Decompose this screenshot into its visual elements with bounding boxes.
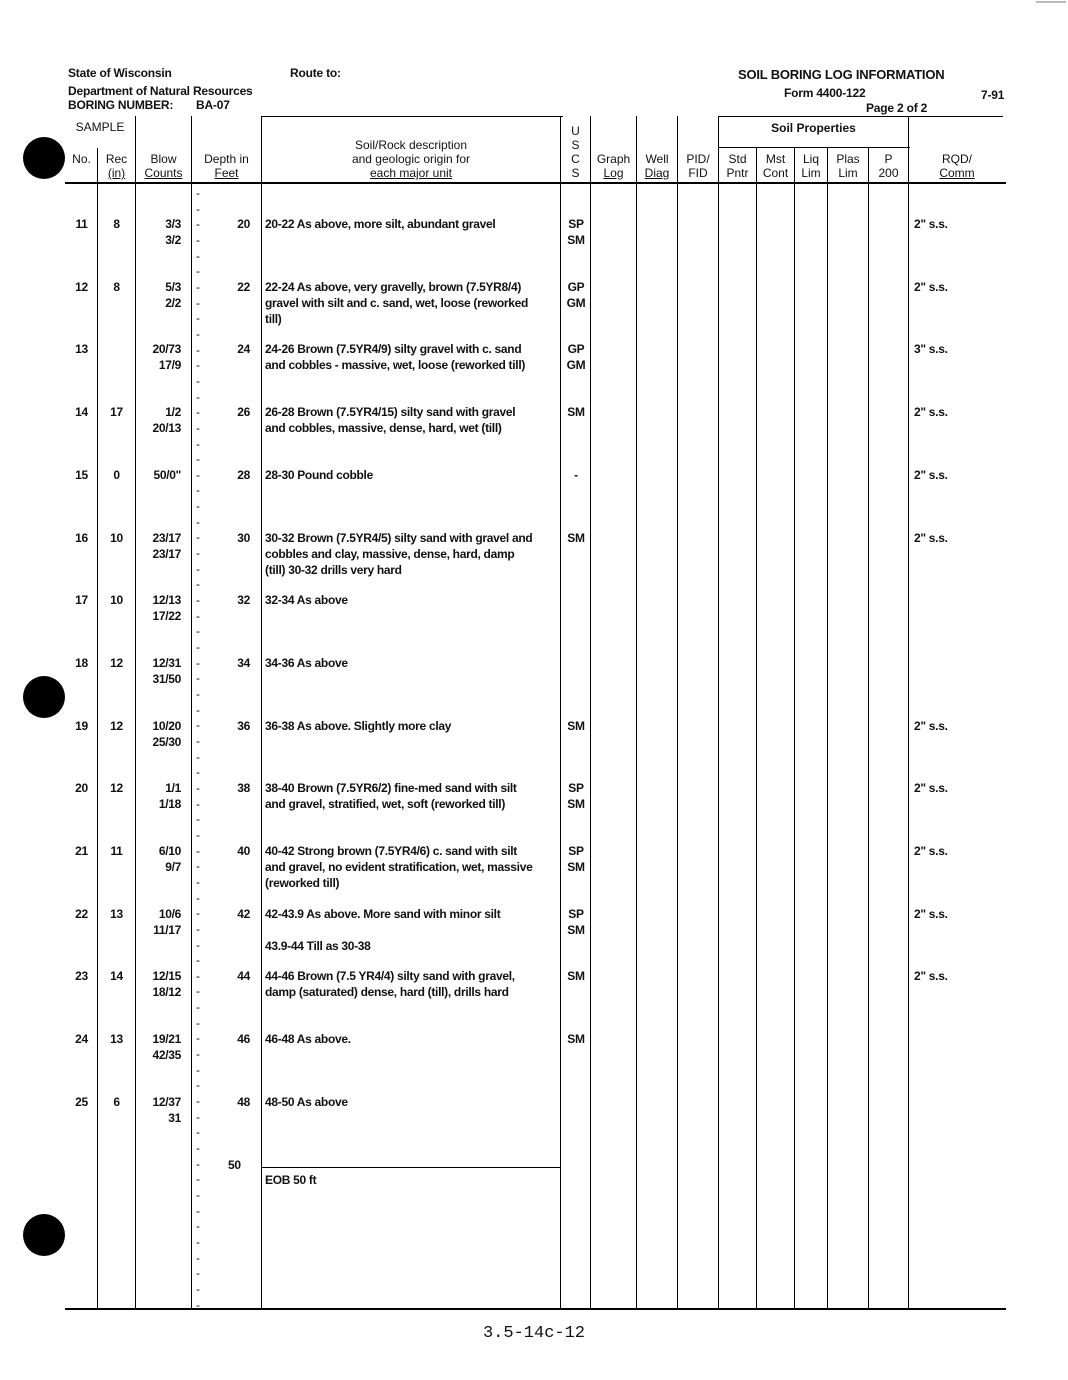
eob-rule: [262, 1167, 561, 1168]
table-row: [0, 1032, 1068, 1092]
col-pid-fid-header: PID/ FID: [686, 152, 710, 180]
depth-feet: 22: [237, 280, 250, 294]
boring-number-label: BORING NUMBER:: [68, 98, 174, 112]
depth-tick: -: [196, 248, 200, 263]
blow-counts-1: 19/21: [152, 1032, 181, 1046]
rqd-comment: 2" s.s.: [914, 781, 948, 795]
uscs-code-2: GM: [566, 295, 586, 310]
col-depth-header: Depth in Feet: [204, 152, 249, 180]
depth-tick: -: [196, 1078, 200, 1093]
blow-counts-1: 3/3: [165, 217, 181, 231]
sample-number: 18: [75, 656, 88, 670]
blow-counts-2: 9/7: [165, 859, 181, 874]
blow-counts-1: 12/15: [152, 969, 181, 983]
recovery-inches: 12: [110, 719, 123, 733]
depth-tick: -: [196, 1015, 200, 1030]
rqd-comment: 2" s.s.: [914, 405, 948, 419]
sample-number: 20: [75, 781, 88, 795]
depth-tick: -: [196, 1000, 200, 1015]
depth-tick: -: [196, 467, 200, 482]
depth-tick: -: [196, 906, 200, 921]
soil-properties-header: Soil Properties: [771, 121, 856, 135]
description-line: 20-22 As above, more silt, abundant gravel: [265, 217, 496, 231]
description-line: 43.9-44 Till as 30-38: [265, 938, 371, 953]
agency-line-1: State of Wisconsin: [68, 66, 172, 80]
form-title: SOIL BORING LOG INFORMATION: [738, 67, 945, 82]
depth-tick: -: [196, 937, 200, 952]
description-line: 40-42 Strong brown (7.5YR4/6) c. sand with silt: [265, 844, 517, 858]
table-row: [0, 907, 1068, 967]
depth-tick: -: [196, 812, 200, 827]
depth-tick: -: [196, 1094, 200, 1109]
depth-tick: -: [196, 1297, 200, 1312]
uscs-code-1: SP: [568, 781, 584, 795]
description-line: till): [265, 311, 282, 326]
depth-tick: -: [196, 687, 200, 701]
rqd-comment: 2" s.s.: [914, 907, 948, 921]
description-line: and cobbles, massive, dense, hard, wet (till): [265, 420, 502, 435]
sample-number: 13: [75, 342, 88, 356]
sample-number: 15: [75, 468, 88, 482]
table-row: [0, 969, 1068, 1029]
col-plas-lim-header: Plas Lim: [836, 152, 860, 180]
description-line: damp (saturated) dense, hard (till), drills hard: [265, 984, 509, 999]
header-bottom-rule: [65, 182, 1006, 184]
depth-tick: -: [196, 1156, 200, 1171]
col-description-header: Soil/Rock description and geologic origin for each major unit: [351, 138, 471, 180]
description-line: 32-34 As above: [265, 593, 348, 607]
description-line: 48-50 As above: [265, 1095, 348, 1109]
blow-counts-2: 18/12: [152, 984, 181, 999]
depth-tick: -: [196, 890, 200, 905]
rqd-comment: 2" s.s.: [914, 969, 948, 983]
depth-tick: -: [196, 1266, 200, 1281]
table-row: [0, 656, 1068, 716]
depth-tick: -: [196, 373, 200, 388]
depth-tick: -: [196, 561, 200, 576]
blow-counts-1: 23/17: [152, 531, 181, 545]
depth-tick: -: [196, 217, 200, 232]
header-top-rule: [262, 116, 563, 117]
depth-feet: 38: [237, 781, 250, 795]
depth-feet: 24: [237, 342, 250, 356]
table-row: [0, 719, 1068, 779]
depth-tick: -: [196, 577, 200, 592]
form-revision: 7-91: [981, 88, 1005, 102]
uscs-code-1: SM: [567, 969, 585, 983]
page-footer-code: 3.5-14c-12: [482, 1324, 586, 1343]
depth-tick: -: [196, 436, 200, 451]
blow-counts-1: 12/31: [152, 656, 181, 670]
page-number: Page 2 of 2: [866, 101, 928, 115]
depth-tick: -: [196, 593, 200, 608]
recovery-inches: 10: [110, 593, 123, 607]
rqd-comment: 2" s.s.: [914, 719, 948, 733]
depth-tick: -: [196, 827, 200, 842]
uscs-code-1: SP: [568, 217, 584, 231]
col-graph-log-header: Graph Log: [596, 152, 631, 180]
description-line: 26-28 Brown (7.5YR4/15) silty sand with gravel: [265, 405, 516, 419]
depth-tick: -: [196, 859, 200, 874]
uscs-code-2: GM: [566, 357, 586, 372]
description-line: 24-26 Brown (7.5YR4/9) silty gravel with c. sand: [265, 342, 522, 356]
blow-counts-2: 11/17: [153, 922, 181, 937]
blow-counts-2: 31: [168, 1110, 181, 1125]
uscs-code-1: SM: [567, 531, 585, 545]
sample-number: 23: [75, 969, 88, 983]
uscs-code-1: -: [574, 468, 578, 482]
depth-tick: -: [196, 1062, 200, 1077]
recovery-inches: 17: [110, 405, 123, 419]
col-rec-header: Rec (in): [105, 152, 128, 180]
depth-tick: -: [196, 420, 200, 435]
depth-tick: -: [196, 1172, 200, 1187]
depth-tick: -: [196, 405, 200, 420]
recovery-inches: 12: [110, 781, 123, 795]
depth-feet: 32: [237, 593, 250, 607]
depth-tick: -: [196, 671, 200, 686]
depth-tick: -: [196, 483, 200, 498]
recovery-inches: 6: [113, 1095, 120, 1109]
blow-counts-2: 23/17: [152, 546, 181, 561]
table-row: [0, 593, 1068, 653]
scan-artifact: [1036, 1, 1066, 3]
uscs-code-1: SM: [567, 405, 585, 419]
table-row: [0, 280, 1068, 340]
sample-number: 24: [75, 1032, 88, 1046]
sample-number: 11: [75, 217, 88, 231]
description-line: and cobbles - massive, wet, loose (reworked till): [265, 357, 526, 372]
depth-tick: -: [196, 953, 200, 968]
blow-counts-2: 20/13: [152, 420, 181, 435]
depth-feet: 48: [237, 1095, 250, 1109]
blow-counts-1: 12/13: [152, 593, 181, 607]
depth-tick: -: [196, 968, 200, 983]
table-row: [0, 217, 1068, 277]
depth-tick: -: [196, 1203, 200, 1218]
blow-counts-2: 3/2: [165, 232, 181, 247]
recovery-inches: 12: [110, 656, 123, 670]
uscs-code-1: SP: [568, 844, 584, 858]
route-to: Route to:: [290, 66, 341, 80]
description-line: (reworked till): [265, 875, 340, 890]
table-row: [0, 781, 1068, 841]
boring-number: BA-07: [196, 98, 230, 112]
recovery-inches: 10: [110, 531, 123, 545]
depth-tick: -: [196, 1031, 200, 1046]
depth-tick: -: [196, 1250, 200, 1265]
depth-tick: -: [196, 389, 200, 404]
description-line: 36-38 As above. Slightly more clay: [265, 719, 452, 733]
uscs-code-1: SP: [568, 907, 584, 921]
recovery-inches: 8: [113, 280, 120, 294]
blow-counts-1: 20/73: [152, 342, 181, 356]
col-liq-lim-header: Liq Lim: [801, 152, 821, 180]
blow-counts-1: 10/6: [158, 907, 181, 921]
depth-tick: -: [196, 733, 200, 748]
depth-tick: -: [196, 514, 200, 529]
col-blow-header: Blow Counts: [144, 152, 183, 180]
depth-tick: -: [196, 984, 200, 999]
blow-counts-2: 31/50: [152, 671, 181, 686]
col-p200-header: P 200: [878, 152, 899, 180]
table-row: [0, 844, 1068, 904]
depth-tick: -: [196, 718, 200, 733]
depth-feet: 40: [237, 844, 250, 858]
col-mst-cont-header: Mst Cont: [762, 152, 789, 180]
blow-counts-1: 1/1: [165, 781, 181, 795]
depth-tick: -: [196, 624, 200, 639]
depth-tick: -: [196, 1125, 200, 1140]
depth-tick: -: [196, 546, 200, 561]
depth-tick: -: [196, 608, 200, 623]
description-line: 44-46 Brown (7.5 YR4/4) silty sand with gravel,: [265, 969, 515, 983]
depth-feet: 34: [237, 656, 250, 670]
blow-counts-2: 42/35: [152, 1047, 181, 1062]
depth-tick: -: [196, 311, 200, 326]
description-line: 42-43.9 As above. More sand with minor silt: [265, 907, 501, 921]
sample-number: 22: [75, 907, 88, 921]
depth-tick: -: [196, 358, 200, 373]
col-no-header: No.: [72, 152, 91, 166]
table-row: [0, 405, 1068, 465]
uscs-code-1: GP: [567, 342, 585, 356]
blow-counts-2: 2/2: [165, 295, 181, 310]
depth-tick: -: [196, 279, 200, 294]
table-bottom-rule: [65, 1308, 1006, 1310]
rqd-comment: 3" s.s.: [914, 342, 948, 356]
recovery-inches: 14: [110, 969, 123, 983]
col-rqd-comm-header: RQD/ Comm: [939, 152, 975, 180]
sample-number: 25: [75, 1095, 88, 1109]
table-row: [0, 342, 1068, 402]
description-line: 46-48 As above.: [265, 1032, 351, 1046]
blow-counts-1: 6/10: [158, 844, 181, 858]
depth-tick: -: [196, 765, 200, 780]
depth-tick: -: [196, 530, 200, 545]
description-line: cobbles and clay, massive, dense, hard, damp: [265, 546, 515, 561]
rqd-comment: 2" s.s.: [914, 280, 948, 294]
table-row: [0, 531, 1068, 591]
description-line: 22-24 As above, very gravelly, brown (7.5YR8/4): [265, 280, 522, 294]
sample-number: 19: [75, 719, 88, 733]
depth-feet: 30: [237, 531, 250, 545]
sample-number: 21: [75, 844, 88, 858]
blow-counts-2: 25/30: [152, 734, 181, 749]
depth-tick: -: [196, 1219, 200, 1234]
depth-tick: -: [196, 232, 200, 247]
depth-tick: -: [196, 264, 200, 279]
depth-tick: -: [196, 295, 200, 310]
table-row: [0, 468, 1068, 528]
table-row: [0, 1095, 1068, 1155]
depth-tick: -: [196, 186, 200, 200]
col-uscs-header: U S C S: [571, 124, 580, 180]
sample-number: 16: [75, 531, 88, 545]
description-line: 38-40 Brown (7.5YR6/2) fine-med sand with silt: [265, 781, 517, 795]
blow-counts-2: 1/18: [158, 796, 181, 811]
uscs-code-1: SM: [567, 1032, 585, 1046]
depth-feet: 20: [237, 217, 250, 231]
depth-feet: 46: [237, 1032, 250, 1046]
uscs-code-2: SM: [567, 796, 585, 811]
description-line: 30-32 Brown (7.5YR4/5) silty sand with gravel and: [265, 531, 533, 545]
depth-tick: -: [196, 749, 200, 764]
depth-tick: -: [196, 1188, 200, 1202]
description-line: 28-30 Pound cobble: [265, 468, 373, 482]
depth-tick: -: [196, 640, 200, 655]
sample-number: 12: [75, 280, 88, 294]
header-top-rule-right: [718, 116, 1003, 117]
recovery-inches: 11: [110, 844, 123, 858]
depth-tick: -: [196, 843, 200, 858]
rqd-comment: 2" s.s.: [914, 531, 948, 545]
soil-props-rule: [718, 147, 910, 148]
depth-tick: -: [196, 796, 200, 811]
blow-counts-1: 10/20: [152, 719, 181, 733]
col-well-diag-header: Well Diag: [644, 152, 670, 180]
depth-feet: 28: [237, 468, 250, 482]
description-line: 34-36 As above: [265, 656, 348, 670]
depth-tick: -: [196, 1109, 200, 1124]
blow-counts-1: 5/3: [165, 280, 181, 294]
uscs-code-1: GP: [567, 280, 585, 294]
description-line: gravel with silt and c. sand, wet, loose (reworked: [265, 295, 529, 310]
depth-feet: 42: [237, 907, 250, 921]
uscs-code-1: SM: [567, 719, 585, 733]
recovery-inches: 8: [113, 217, 120, 231]
uscs-code-2: SM: [567, 922, 585, 937]
blow-counts-1: 12/37: [152, 1095, 181, 1109]
uscs-code-2: SM: [567, 232, 585, 247]
depth-tick: -: [196, 702, 200, 717]
recovery-inches: 13: [110, 907, 123, 921]
depth-tick: -: [196, 452, 200, 467]
recovery-inches: 0: [113, 468, 120, 482]
depth-tick: -: [196, 921, 200, 936]
depth-tick: -: [196, 780, 200, 795]
description-line: and gravel, no evident stratification, wet, massive: [265, 859, 533, 874]
depth-feet: 36: [237, 719, 250, 733]
form-number: Form 4400-122: [784, 86, 866, 100]
depth-feet: 26: [237, 405, 250, 419]
rqd-comment: 2" s.s.: [914, 217, 948, 231]
depth-tick: -: [196, 499, 200, 514]
col-std-pntr-header: Std Pntr: [726, 152, 749, 180]
description-line: (till) 30-32 drills very hard: [265, 562, 402, 577]
end-of-boring: EOB 50 ft: [265, 1173, 317, 1187]
depth-tick: -: [196, 874, 200, 889]
depth-tick: -: [196, 342, 200, 357]
blow-counts-1: 50/0": [153, 468, 181, 482]
recovery-inches: 13: [110, 1032, 123, 1046]
depth-tick: -: [196, 1281, 200, 1296]
depth-tick: -: [196, 326, 200, 341]
rqd-comment: 2" s.s.: [914, 468, 948, 482]
rqd-comment: 2" s.s.: [914, 844, 948, 858]
description-line: and gravel, stratified, wet, soft (reworked till): [265, 796, 506, 811]
depth-tick: -: [196, 201, 200, 216]
depth-feet: 44: [237, 969, 250, 983]
uscs-code-2: SM: [567, 859, 585, 874]
sample-number: 17: [75, 593, 88, 607]
sample-number: 14: [75, 405, 88, 419]
blow-counts-1: 1/2: [165, 405, 181, 419]
punch-hole-1: [23, 137, 65, 179]
end-depth: 50: [228, 1158, 241, 1172]
depth-tick: -: [196, 655, 200, 670]
depth-tick: -: [196, 1141, 200, 1156]
blow-counts-2: 17/9: [158, 357, 181, 372]
punch-hole-3: [23, 1214, 65, 1256]
agency-line-2: Department of Natural Resources: [68, 84, 253, 98]
sample-group-header: SAMPLE: [75, 120, 125, 134]
blow-counts-2: 17/22: [152, 608, 181, 623]
depth-tick: -: [196, 1234, 200, 1249]
depth-tick: -: [196, 1047, 200, 1062]
